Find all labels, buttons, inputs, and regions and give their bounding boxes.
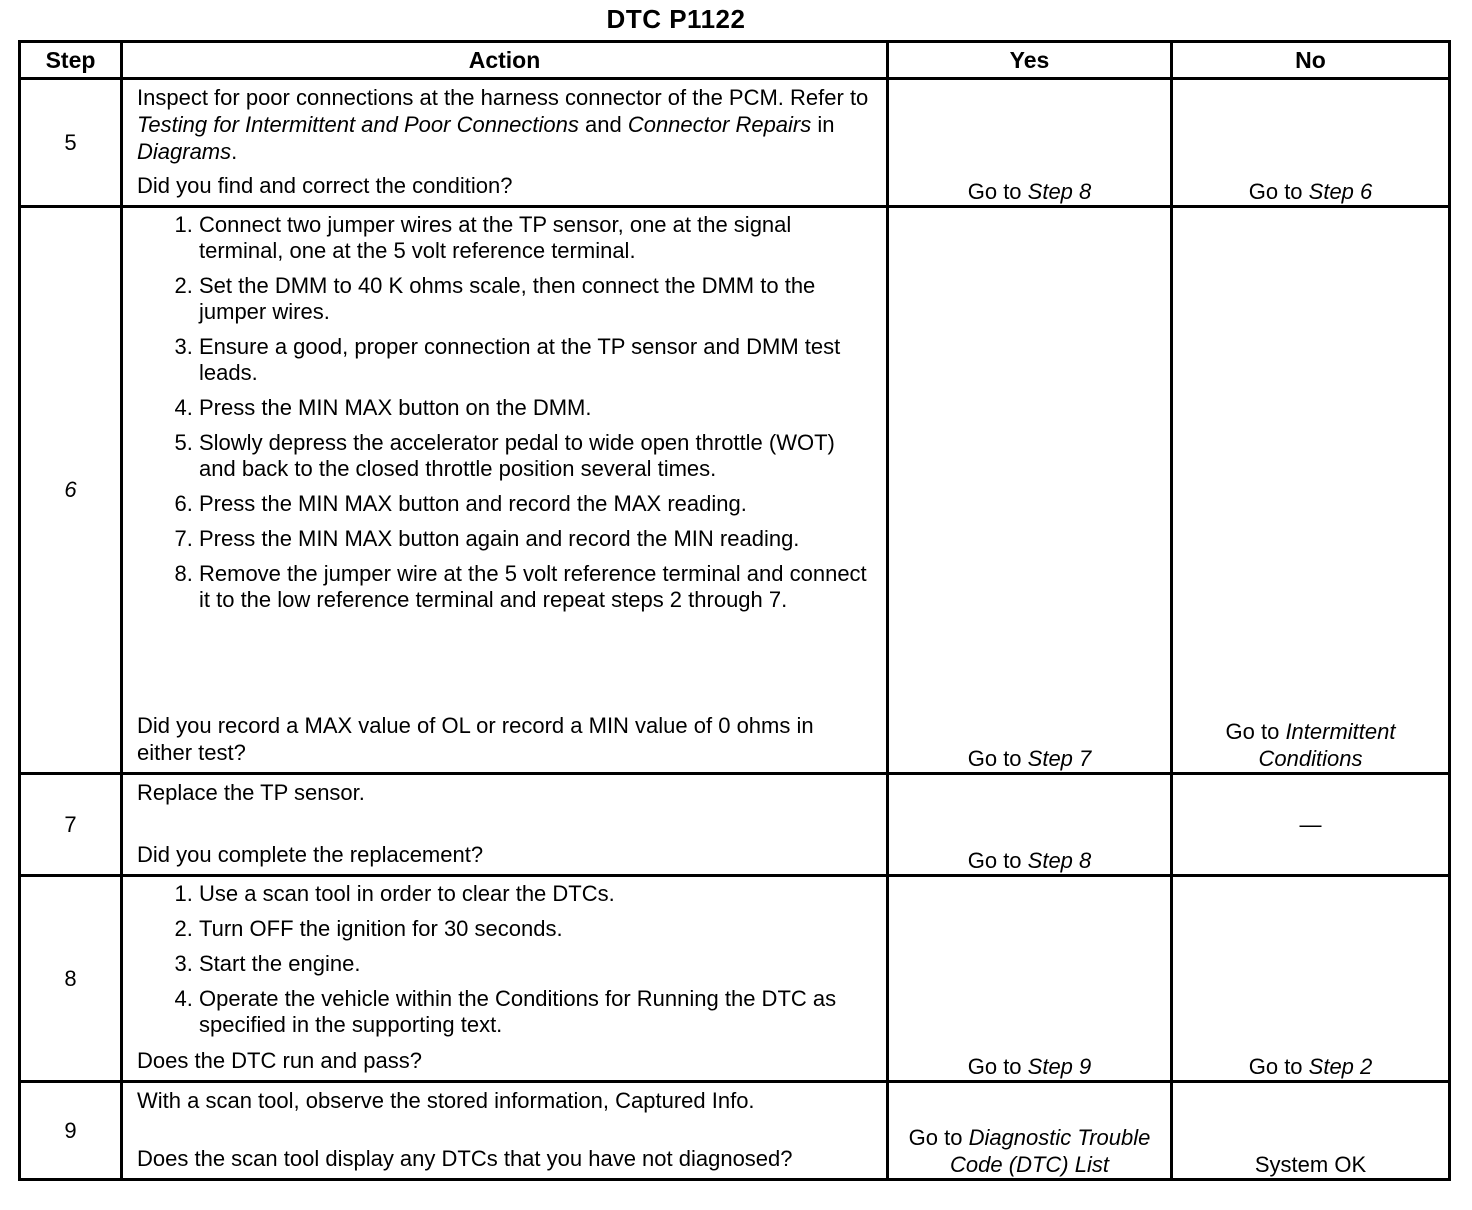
step-number: 5	[20, 79, 122, 207]
table-row	[20, 774, 1450, 876]
page-title: DTC P1122	[606, 4, 746, 34]
no-cell: System OK	[1172, 1082, 1450, 1180]
no-cell: Go to Step 6	[1172, 79, 1450, 207]
action-text: Inspect for poor connections at the harness connector of the PCM. Refer to Testing for Intermittent and Poor Connections and Connector Repairs in Diagrams.	[137, 85, 869, 164]
yes-cell: Go to Step 7	[888, 207, 1172, 774]
action-cell	[122, 876, 888, 1082]
no-cell: —	[1172, 774, 1450, 876]
header-no: No	[1172, 42, 1450, 79]
action-cell	[122, 774, 888, 876]
action-question: Did you find and correct the condition?	[137, 173, 513, 198]
yes-link[interactable]: Step 9	[1027, 1054, 1092, 1079]
no-link[interactable]: Step 6	[1308, 179, 1373, 204]
header-row	[20, 42, 1450, 79]
yes-cell: Go to Step 9	[888, 876, 1172, 1082]
step-number: 7	[20, 774, 122, 876]
action-text: With a scan tool, observe the stored information, Captured Info.	[137, 1088, 755, 1113]
step-number: 8	[20, 876, 122, 1082]
header-action: Action	[122, 42, 888, 79]
yes-link[interactable]: Step 7	[1027, 746, 1092, 771]
list-item: 1. Connect two jumper wires at the TP sensor, one at the signal terminal, one at the 5 volt reference terminal.	[199, 212, 872, 264]
table-row	[20, 876, 1450, 1082]
list-item: 4. Press the MIN MAX button on the DMM.	[199, 395, 872, 421]
action-cell	[122, 79, 888, 207]
list-item: 8. Remove the jumper wire at the 5 volt reference terminal and connect it to the low reference terminal and repeat steps 2 through 7.	[199, 561, 872, 613]
yes-link[interactable]: Diagnostic Trouble Code (DTC) List	[950, 1125, 1151, 1177]
no-link[interactable]: Step 2	[1308, 1054, 1373, 1079]
list-item: 2. Turn OFF the ignition for 30 seconds.	[199, 916, 872, 942]
step-number: 9	[20, 1082, 122, 1180]
no-link[interactable]: Intermittent Conditions	[1258, 719, 1396, 771]
list-item: 2. Set the DMM to 40 K ohms scale, then connect the DMM to the jumper wires.	[199, 273, 872, 325]
list-item: 7. Press the MIN MAX button again and record the MIN reading.	[199, 526, 872, 552]
action-text: Replace the TP sensor.	[137, 780, 365, 805]
action-question: Does the scan tool display any DTCs that you have not diagnosed?	[137, 1146, 793, 1171]
no-cell: Go to Intermittent Conditions	[1172, 207, 1450, 774]
list-item: 1. Use a scan tool in order to clear the DTCs.	[199, 881, 872, 907]
diagnostic-table	[18, 40, 1451, 1181]
header-yes: Yes	[888, 42, 1172, 79]
yes-link[interactable]: Step 8	[1027, 848, 1092, 873]
table-row	[20, 1082, 1450, 1180]
no-cell: Go to Step 2	[1172, 876, 1450, 1082]
action-cell	[122, 207, 888, 774]
table-row	[20, 79, 1450, 207]
action-steps-list	[137, 881, 872, 1044]
reference-link[interactable]: Diagrams	[137, 139, 232, 164]
yes-link[interactable]: Step 8	[1027, 179, 1092, 204]
reference-link[interactable]: Testing for Intermittent and Poor Connections	[137, 112, 579, 137]
action-question: Did you complete the replacement?	[137, 842, 484, 867]
list-item: 3. Ensure a good, proper connection at the TP sensor and DMM test leads.	[199, 334, 872, 386]
yes-cell: Go to Diagnostic Trouble Code (DTC) List	[888, 1082, 1172, 1180]
action-steps-list	[137, 212, 872, 619]
table-row	[20, 207, 1450, 774]
list-item: 6. Press the MIN MAX button and record the MAX reading.	[199, 491, 872, 517]
yes-cell: Go to Step 8	[888, 774, 1172, 876]
action-question: Did you record a MAX value of OL or record a MIN value of 0 ohms in either test?	[137, 713, 814, 765]
list-item: 3. Start the engine.	[199, 951, 872, 977]
reference-link[interactable]: Connector Repairs	[627, 112, 812, 137]
list-item: 4. Operate the vehicle within the Conditions for Running the DTC as specified in the supporting text.	[199, 986, 872, 1038]
action-cell	[122, 1082, 888, 1180]
yes-cell: Go to Step 8	[888, 79, 1172, 207]
list-item: 5. Slowly depress the accelerator pedal to wide open throttle (WOT) and back to the closed throttle position several times.	[199, 430, 872, 482]
header-step: Step	[20, 42, 122, 79]
step-number: 6	[20, 207, 122, 774]
action-question: Does the DTC run and pass?	[137, 1048, 422, 1073]
